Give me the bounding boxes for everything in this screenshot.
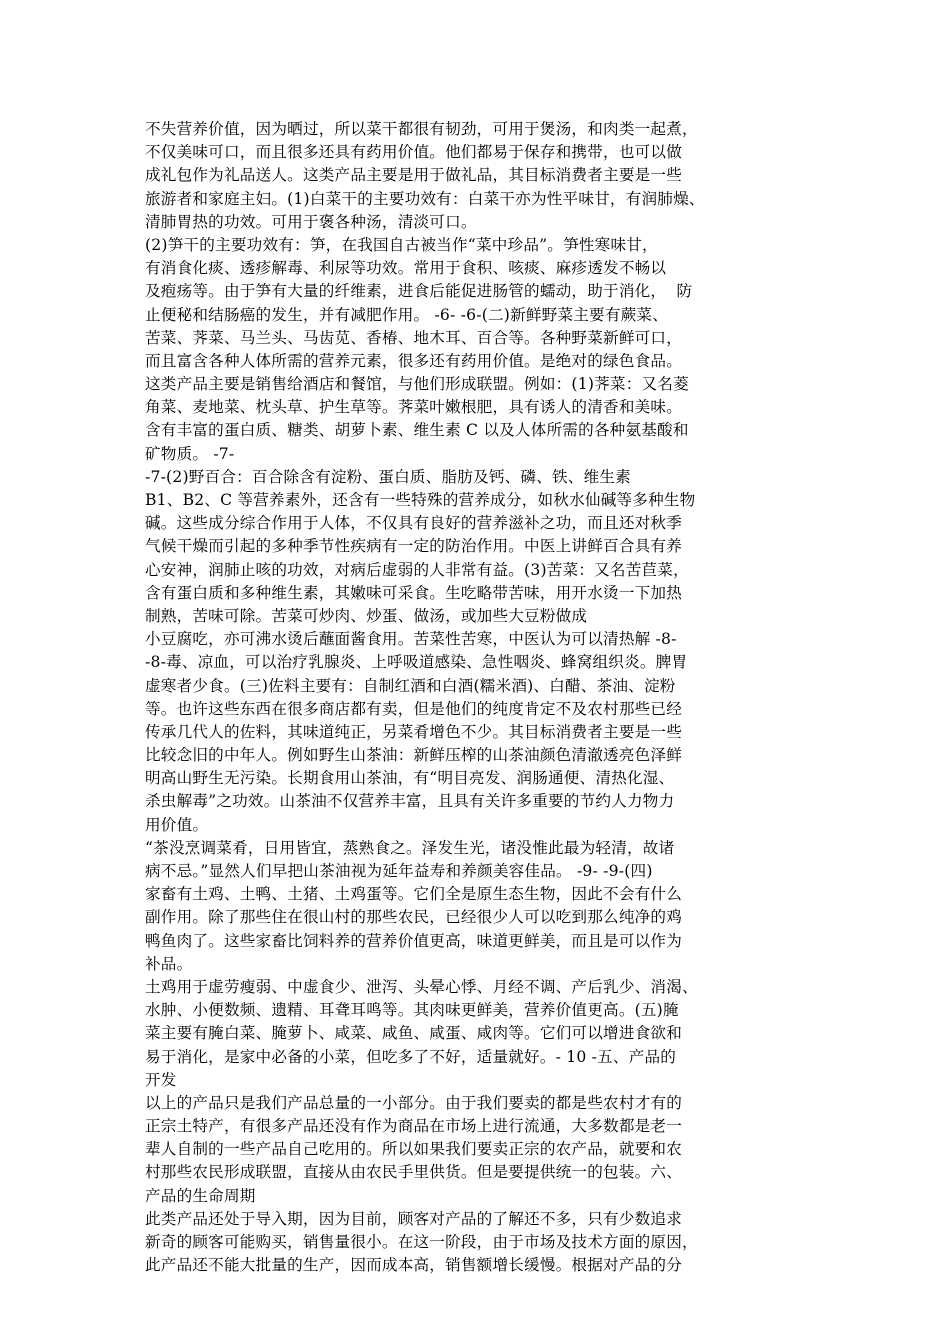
text-line: 补品。 bbox=[145, 954, 193, 973]
text-line: 含有蛋白质和多种维生素，其嫩味可采食。生吃略带苦味，用开水烫一下加热 bbox=[145, 583, 682, 602]
text-line: 此类产品还处于导入期，因为目前，顾客对产品的了解还不多，只有少数追求 bbox=[145, 1209, 682, 1228]
document-body-text bbox=[145, 118, 825, 1277]
text-line: 副作用。除了那些住在很山村的那些农民，已经很少人可以吃到那么纯净的鸡 bbox=[145, 908, 682, 927]
text-line: 心安神，润肺止咳的功效，对病后虚弱的人非常有益。(3)苦菜：又名苦苣菜， bbox=[145, 560, 689, 579]
text-line: 正宗土特产，有很多产品还没有作为商品在市场上进行流通，大多数都是老一 bbox=[145, 1117, 682, 1136]
text-line: 这类产品主要是销售给酒店和餐馆，与他们形成联盟。例如：(1)荠菜：又名菱 bbox=[145, 375, 689, 394]
text-line: 开发 bbox=[145, 1070, 177, 1089]
text-line: 角菜、麦地菜、枕头草、护生草等。荠菜叶嫩根肥，具有诱人的清香和美味。 bbox=[145, 398, 682, 417]
text-line: 水肿、小便数频、遗精、耳聋耳鸣等。其肉味更鲜美，营养价值更高。(五)腌 bbox=[145, 1001, 679, 1020]
text-line: 家畜有土鸡、土鸭、土猪、土鸡蛋等。它们全是原生态生物，因此不会有什么 bbox=[145, 885, 682, 904]
text-line: 不失营养价值，因为晒过，所以菜干都很有韧劲，可用于煲汤，和肉类一起煮， bbox=[145, 120, 698, 138]
text-line: 传承几代人的佐料，其味道纯正，另菜肴增色不少。其目标消费者主要是一些 bbox=[145, 722, 682, 741]
text-line: 明高山野生无污染。长期食用山茶油，有“明目亮发、润肠通便、清热化湿、 bbox=[145, 769, 675, 788]
text-line: “茶没烹调菜肴，日用皆宜，蒸熟食之。泽发生光，诸没惟此最为轻清，故诸 bbox=[145, 838, 675, 857]
text-line: 及疱疡等。由于笋有大量的纤维素，进食后能促进肠管的蠕动，助于消化， 防 bbox=[145, 282, 693, 301]
text-line: 成礼包作为礼品送人。这类产品主要是用于做礼品，其目标消费者主要是一些 bbox=[145, 166, 682, 185]
text-line: 不仅美味可口，而且很多还具有药用价值。他们都易于保存和携带，也可以做 bbox=[145, 143, 682, 162]
text-line: 含有丰富的蛋白质、糖类、胡萝卜素、维生素 C 以及人体所需的各种氨基酸和 bbox=[145, 421, 689, 440]
text-line: 等。也许这些东西在很多商店都有卖，但是他们的纯度肯定不及农村那些已经 bbox=[145, 699, 682, 718]
text-line: 病不忌。”显然人们早把山茶油视为延年益寿和养颜美容佳品。 -9- -9-(四) bbox=[145, 862, 653, 880]
text-line: (2)笋干的主要功效有：笋，在我国自古被当作“菜中珍品”。笋性寒味甘， bbox=[145, 235, 658, 254]
text-line: 止便秘和结肠癌的发生，并有减肥作用。 -6- -6-(二)新鲜野菜主要有蕨菜、 bbox=[145, 305, 669, 324]
text-line: 清肺胃热的功效。可用于褒各种汤，清淡可口。 bbox=[145, 212, 477, 231]
text-line: -7-(2)野百合：百合除含有淀粉、蛋白质、脂肪及钙、磷、铁、维生素 bbox=[145, 467, 631, 486]
text-line: -8-毒、凉血，可以治疗乳腺炎、上呼吸道感染、急性咽炎、蜂窝组织炎。脾胃 bbox=[145, 653, 688, 672]
text-line: 旅游者和家庭主妇。(1)白菜干的主要功效有：白菜干亦为性平味甘，有润肺燥、 bbox=[145, 189, 705, 208]
text-line: 土鸡用于虚劳瘦弱、中虚食少、泄泻、头晕心悸、月经不调、产后乳少、消渴、 bbox=[145, 977, 698, 996]
text-line: 矿物质。 -7- bbox=[145, 444, 235, 463]
text-line: 有消食化痰、透疹解毒、利尿等功效。常用于食积、咳痰、麻疹透发不畅以 bbox=[145, 259, 667, 278]
text-line: 而且富含各种人体所需的营养元素，很多还有药用价值。是绝对的绿色食品。 bbox=[145, 351, 682, 370]
text-line: B1、B2、C 等营养素外，还含有一些特殊的营养成分，如秋水仙碱等多种生物 bbox=[145, 491, 696, 509]
text-line: 虚寒者少食。(三)佐料主要有：自制红酒和白酒(糯米酒)、白醋、茶油、淀粉 bbox=[145, 676, 676, 695]
text-line: 村那些农民形成联盟，直接从由农民手里供货。但是要提供统一的包装。六、 bbox=[145, 1163, 682, 1182]
text-line: 碱。这些成分综合作用于人体，不仅具有良好的营养滋补之功，而且还对秋季 bbox=[145, 514, 682, 533]
text-line: 产品的生命周期 bbox=[145, 1186, 256, 1205]
text-line: 用价值。 bbox=[145, 815, 209, 834]
text-line: 辈人自制的一些产品自己吃用的。所以如果我们要卖正宗的农产品，就要和农 bbox=[145, 1140, 682, 1159]
text-line: 新奇的顾客可能购买，销售量很小。在这一阶段，由于市场及技术方面的原因， bbox=[145, 1233, 698, 1251]
text-line: 以上的产品只是我们产品总量的一小部分。由于我们要卖的都是些农村才有的 bbox=[145, 1093, 682, 1112]
text-line: 苦菜、荠菜、马兰头、马齿苋、香椿、地木耳、百合等。各种野菜新鲜可口， bbox=[145, 328, 682, 347]
text-line: 杀虫解毒”之功效。山茶油不仅营养丰富，且具有关许多重要的节约人力物力 bbox=[145, 792, 675, 811]
text-line: 制熟，苦味可除。苦菜可炒肉、炒蛋、做汤，或加些大豆粉做成 bbox=[145, 606, 588, 625]
text-line: 菜主要有腌白菜、腌萝卜、咸菜、咸鱼、咸蛋、咸肉等。它们可以增进食欲和 bbox=[145, 1024, 682, 1043]
text-line: 此产品还不能大批量的生产，因而成本高，销售额增长缓慢。根据对产品的分 bbox=[145, 1256, 682, 1275]
text-line: 易于消化，是家中必备的小菜，但吃多了不好，适量就好。- 10 -五、产品的 bbox=[145, 1047, 677, 1066]
text-line: 气候干燥而引起的多种季节性疾病有一定的防治作用。中医上讲鲜百合具有养 bbox=[145, 537, 682, 556]
text-line: 比较念旧的中年人。例如野生山茶油：新鲜压榨的山茶油颜色清澈透亮色泽鲜 bbox=[145, 746, 682, 765]
text-line: 小豆腐吃，亦可沸水烫后蘸面酱食用。苦菜性苦寒，中医认为可以清热解 -8- bbox=[145, 630, 677, 649]
text-line: 鸭鱼肉了。这些家畜比饲料养的营养价值更高，味道更鲜美，而且是可以作为 bbox=[145, 931, 682, 950]
